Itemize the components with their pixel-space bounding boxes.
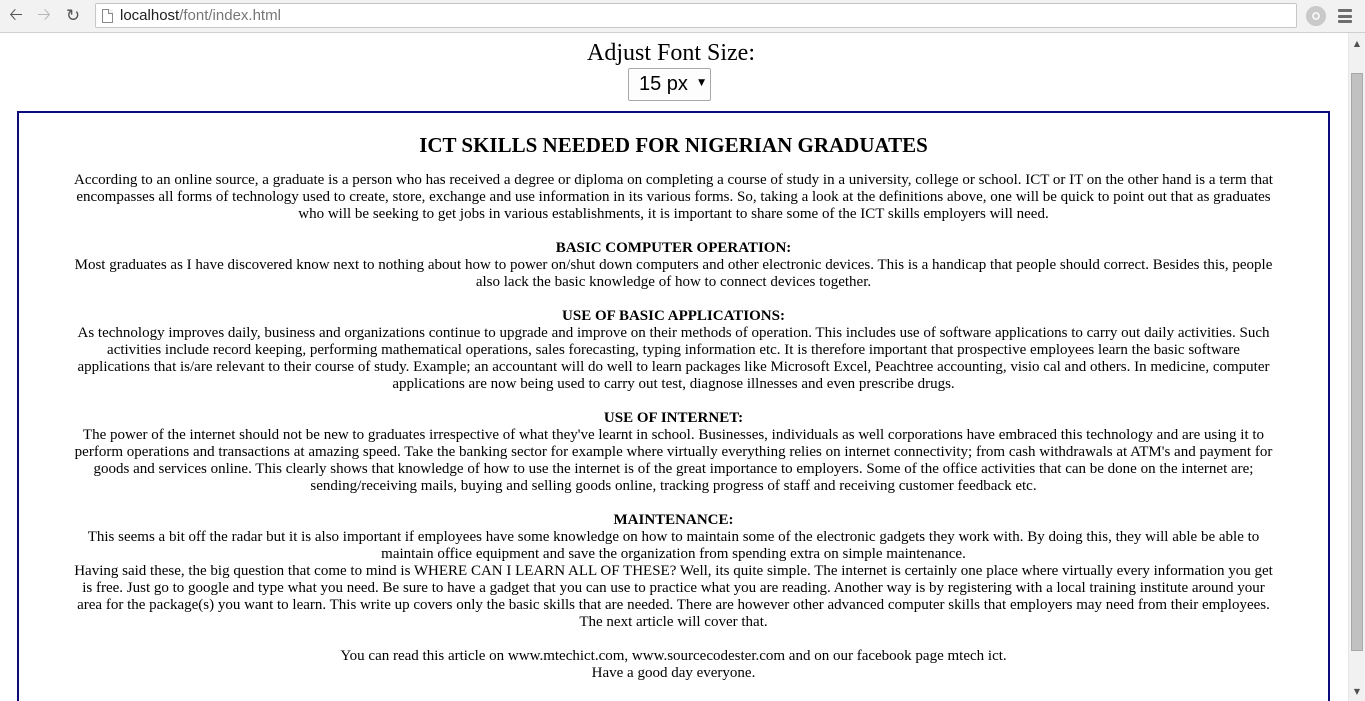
browser-toolbar <box>0 0 1365 33</box>
footer-line: You can read this article on www.mtechict.com, www.sourcecodester.com and on our facebook page mtech ict. <box>340 648 1007 664</box>
intro-paragraph: According to an online source, a graduate is a person who has received a degree or diploma on completing a course of study in a university, college or school. ICT or IT on the other hand is a term that encompasses all forms of technology used to create, store, exchange and use information in its various forms. So, taking a look at the definitions above, one will be quick to point out that as graduates who will be seeking to get jobs in various establishments, it is important to share some of the ICT skills employers will need. <box>74 172 1273 222</box>
closing-paragraph: Having said these, the big question that come to mind is WHERE CAN I LEARN ALL OF THESE? Well, its quite simple. The internet is certainly one place where virtually every information you get is free. Just go to google and type what you need. Be sure to have a gadget that you can use to practice what you are reading. Another way is by registering with a local training institute around your area for the package(s) you want to learn. This write up covers only the basic skills that are needed. There are however other advanced computer skills that employers may need from their employees. The next article will cover that. <box>74 563 1273 630</box>
article-container <box>17 111 1330 701</box>
section-heading: BASIC COMPUTER OPERATION: <box>555 240 792 256</box>
page-viewport <box>0 33 1348 701</box>
back-arrow-icon[interactable]: 🡠 <box>9 4 23 25</box>
url-text[interactable] <box>120 7 281 24</box>
article-title: ICT SKILLS NEEDED FOR NIGERIAN GRADUATES <box>419 133 928 157</box>
scroll-up-icon[interactable]: ▲ <box>1353 39 1361 48</box>
url-host: localhost <box>120 7 180 24</box>
url-path: /font/index.html <box>179 7 281 24</box>
font-size-value: 15 px <box>639 73 688 95</box>
reload-icon[interactable]: ↻ <box>65 6 81 26</box>
scroll-thumb[interactable] <box>1351 73 1363 651</box>
section-body: As technology improves daily, business and organizations continue to upgrade and improve on their methods of operation. This includes use of software applications to carry out daily activities. Such activities include record keeping, performing mathematical operations, sales forecasting, typing information etc. It is therefore important that prospective employees learn the basic software applications that is/are relevant to their course of study. Example; an accountant will do well to learn packages like Microsoft Excel, Peachtree accounting, visio cal and others. In medicine, computer applications are now being used to carry out test, diagnose illnesses and even prescribe drugs. <box>77 325 1270 392</box>
section-heading: USE OF INTERNET: <box>603 410 744 426</box>
section-heading: USE OF BASIC APPLICATIONS: <box>562 308 785 324</box>
font-size-select[interactable] <box>628 68 711 101</box>
section-body: Most graduates as I have discovered know next to nothing about how to power on/shut down computers and other electronic devices. This is a handicap that people should correct. Besides this, people also lack the basic knowledge of how to connect devices together. <box>74 257 1273 290</box>
forward-arrow-icon[interactable]: 🡢 <box>37 4 51 25</box>
section-heading: MAINTENANCE: <box>613 512 734 528</box>
vertical-scrollbar[interactable] <box>1348 33 1365 701</box>
page-icon <box>102 9 113 23</box>
section-body: The power of the internet should not be new to graduates irrespective of what they've learnt in school. Businesses, individuals as well corporations have embraced this technology and are using it to perform operations and transactions at amazing speed. Take the banking sector for example where virtually everything relies on internet connectivity; from cash withdrawals at ATM's and payment for goods and services online. This clearly shows that knowledge of how to use the internet is of the great importance to employers. Some of the office activities that can be done on the internet are; sending/receiving mails, buying and selling goods online, tracking progress of staff and receiving customer feedback etc. <box>74 427 1273 494</box>
adjust-font-size-label: Adjust Font Size: <box>586 40 755 66</box>
dropdown-arrow-icon: ▼ <box>698 78 705 88</box>
footer-line: Have a good day everyone. <box>591 665 756 681</box>
section-body: This seems a bit off the radar but it is also important if employees have some knowledge on how to maintain some of the electronic gadgets they work with. By doing this, they will able be able to maintain office equipment and save the organization from spending extra on simple maintenance. <box>87 529 1260 562</box>
hamburger-menu-icon[interactable] <box>1338 8 1352 24</box>
article-content <box>69 172 1278 682</box>
scroll-down-icon[interactable]: ▼ <box>1353 687 1361 696</box>
address-bar[interactable] <box>95 3 1297 28</box>
extension-icon[interactable] <box>1306 6 1326 26</box>
